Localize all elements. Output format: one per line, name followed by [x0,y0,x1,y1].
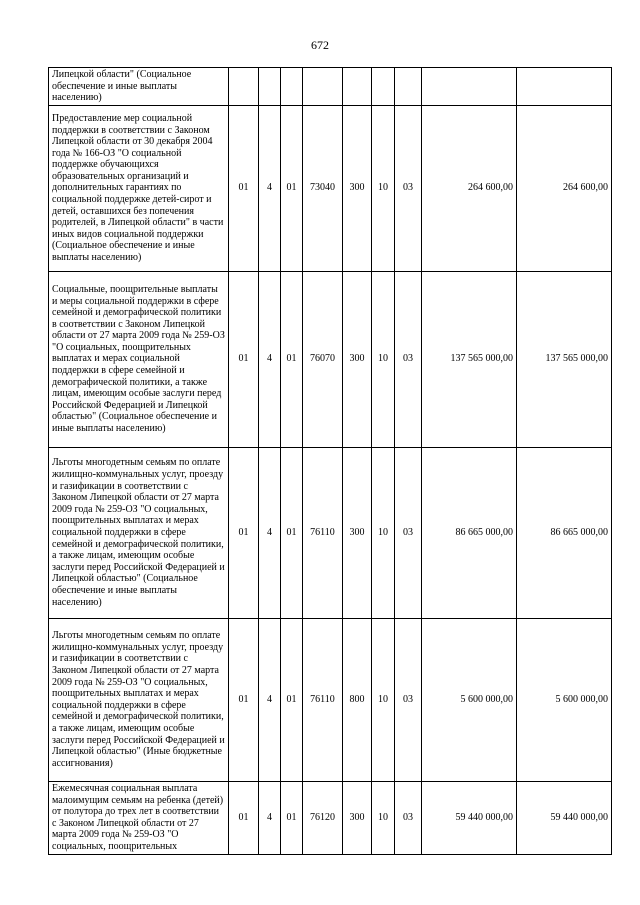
sum-total-cell: 264 600,00 [517,105,612,271]
subprogram-code-cell [259,68,281,106]
sum-total-cell: 5 600 000,00 [517,618,612,781]
program-code-cell: 01 [229,781,259,854]
direction-code-cell [303,68,343,106]
subprogram-code-cell: 4 [259,447,281,618]
main-event-code-cell [281,68,303,106]
direction-code-cell: 73040 [303,105,343,271]
subprogram-code-cell: 4 [259,271,281,447]
program-code-cell: 01 [229,271,259,447]
sum-total-cell: 86 665 000,00 [517,447,612,618]
sum-cell: 264 600,00 [422,105,517,271]
program-code-cell: 01 [229,447,259,618]
table-row [49,271,612,447]
table-row [49,105,612,271]
direction-code-cell: 76110 [303,447,343,618]
row-name-cell: Льготы многодетным семьям по оплате жилищно-коммунальных услуг, проезду и газификации в соответствии с Законом Липецкой области от 27 марта 2009 года № 259-ОЗ "О социальных, поощрительных выплатах и мерах социальной поддержки в сфере семейной и демографической политики, а также лицам, имеющим особые заслуги перед Российской Федерацией и Липецкой областью" (Иные бюджетные ассигнования) [49,618,229,781]
table-row [49,68,612,106]
subprogram-code-cell: 4 [259,105,281,271]
row-name-cell: Льготы многодетным семьям по оплате жилищно-коммунальных услуг, проезду и газификации в соответствии с Законом Липецкой области от 27 марта 2009 года № 259-ОЗ "О социальных, поощрительных выплатах и мерах социальной поддержки в сфере семейной и демографической политики, а также лицам, имеющим особые заслуги перед Российской Федерацией и Липецкой областью" (Социальное обеспечение и иные выплаты населению) [49,447,229,618]
table-row [49,618,612,781]
main-event-code-cell: 01 [281,447,303,618]
row-name-cell: Предоставление мер социальной поддержки в соответствии с Законом Липецкой области от 30 декабря 2004 года № 166-ОЗ "О социальной поддержке обучающихся образовательных организаций и дополнительных гарантиях по социальной поддержке детей-сирот и детей, оставшихся без попечения родителей, в Липецкой области" в части иных видов социальной поддержки (Социальное обеспечение и иные выплаты населению) [49,105,229,271]
direction-code-cell: 76120 [303,781,343,854]
subsection-code-cell: 03 [395,618,422,781]
expense-type-cell: 800 [343,618,372,781]
sum-cell: 137 565 000,00 [422,271,517,447]
subprogram-code-cell: 4 [259,618,281,781]
section-code-cell: 10 [372,447,395,618]
subsection-code-cell: 03 [395,271,422,447]
expense-type-cell: 300 [343,781,372,854]
row-name-cell: Ежемесячная социальная выплата малоимущим семьям на ребенка (детей) от полутора до трех лет в соответствии с Законом Липецкой области от 27 марта 2009 года № 259-ОЗ "О социальных, поощрительных [49,781,229,854]
sum-cell: 86 665 000,00 [422,447,517,618]
expense-type-cell: 300 [343,105,372,271]
page-number: 672 [311,38,329,52]
main-event-code-cell: 01 [281,271,303,447]
section-code-cell [372,68,395,106]
table-row [49,447,612,618]
sum-total-cell: 137 565 000,00 [517,271,612,447]
expense-type-cell [343,68,372,106]
subsection-code-cell: 03 [395,105,422,271]
program-code-cell: 01 [229,618,259,781]
direction-code-cell: 76110 [303,618,343,781]
budget-table [48,67,612,855]
program-code-cell: 01 [229,105,259,271]
direction-code-cell: 76070 [303,271,343,447]
sum-cell: 5 600 000,00 [422,618,517,781]
subsection-code-cell: 03 [395,781,422,854]
section-code-cell: 10 [372,781,395,854]
program-code-cell [229,68,259,106]
section-code-cell: 10 [372,618,395,781]
subsection-code-cell: 03 [395,447,422,618]
main-event-code-cell: 01 [281,105,303,271]
section-code-cell: 10 [372,105,395,271]
subprogram-code-cell: 4 [259,781,281,854]
sum-cell: 59 440 000,00 [422,781,517,854]
row-name-cell: Липецкой области" (Социальное обеспечение и иные выплаты населению) [49,68,229,106]
section-code-cell: 10 [372,271,395,447]
main-event-code-cell: 01 [281,618,303,781]
row-name-cell: Социальные, поощрительные выплаты и меры социальной поддержки в сфере семейной и демографической политики в соответствии с Законом Липецкой области от 27 марта 2009 года № 259-ОЗ "О социальных, поощрительных выплатах и мерах социальной поддержки в сфере семейной и демографической политики, а также лицам, имеющим особые заслуги перед Российской Федерацией и Липецкой областью" (Социальное обеспечение и иные выплаты населению) [49,271,229,447]
table-row [49,781,612,854]
expense-type-cell: 300 [343,271,372,447]
sum-total-cell: 59 440 000,00 [517,781,612,854]
main-event-code-cell: 01 [281,781,303,854]
sum-cell [422,68,517,106]
subsection-code-cell [395,68,422,106]
sum-total-cell [517,68,612,106]
expense-type-cell: 300 [343,447,372,618]
